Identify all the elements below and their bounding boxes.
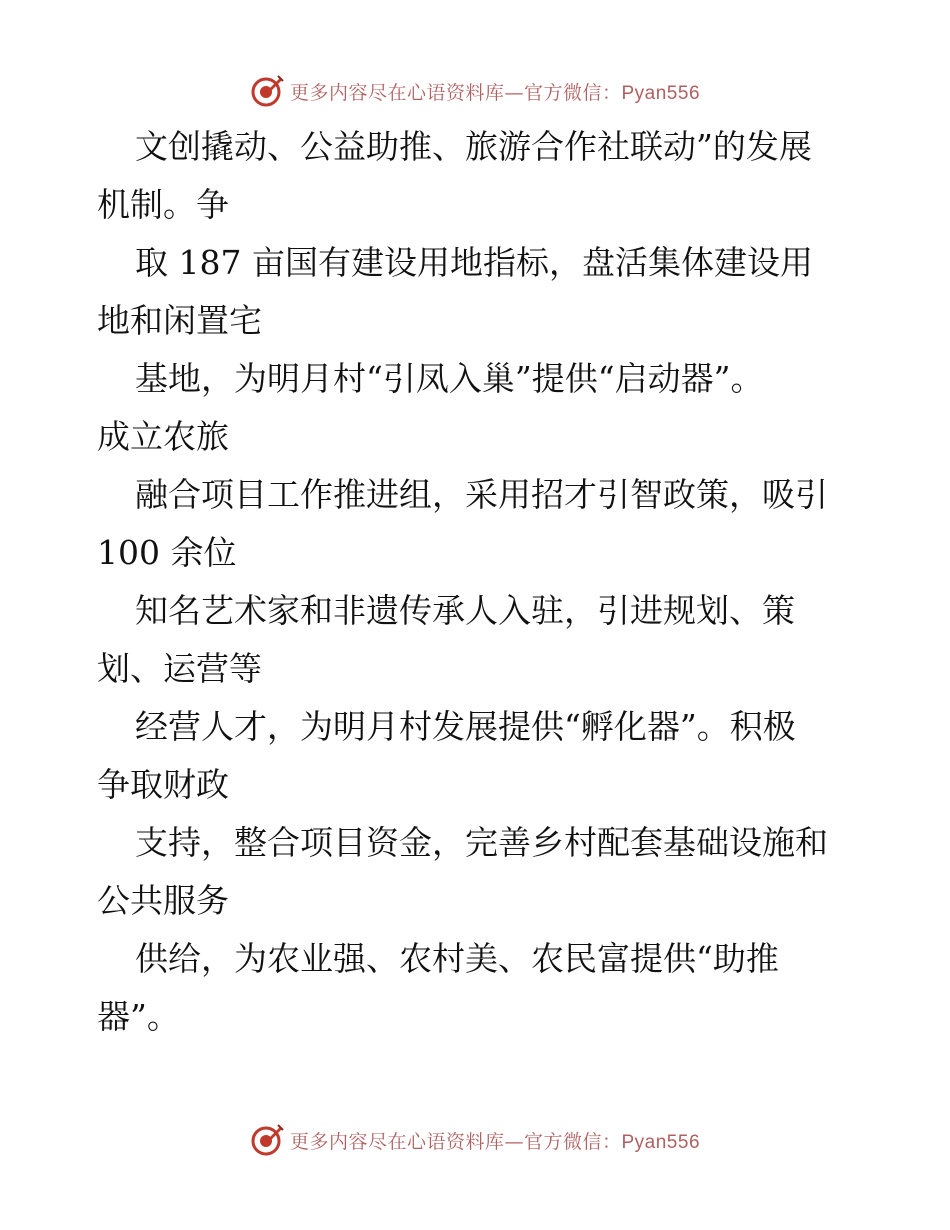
text-line: 公共服务 (97, 881, 229, 920)
body-text (97, 118, 877, 1046)
footer-wechat-id: Pyan556 (621, 1131, 701, 1153)
text-line: 机制。争 (97, 185, 229, 224)
text-line: 100 余位 (97, 533, 237, 572)
text-line: 经营人才，为明月村发展提供“孵化器”。积极 (135, 707, 796, 746)
header-banner (0, 71, 950, 111)
header-wechat-id: Pyan556 (621, 82, 701, 104)
text-line: 供给，为农业强、农村美、农民富提供“助推 (135, 939, 779, 978)
text-line: 地和闲置宅 (97, 301, 262, 340)
text-line: 支持，整合项目资金，完善乡村配套基础设施和 (135, 823, 828, 862)
footer-wechat-label: 官方微信： (523, 1130, 622, 1153)
pen-logo-icon (250, 1123, 284, 1157)
text-line: 器”。 (97, 997, 180, 1036)
footer-banner-text: 更多内容尽在心语资料库— (289, 1130, 524, 1153)
text-line: 基地，为明月村“引凤入巢”提供“启动器”。 (135, 359, 764, 398)
header-wechat-label: 官方微信： (523, 81, 622, 104)
text-line: 取 187 亩国有建设用地指标，盘活集体建设用 (135, 243, 813, 282)
footer-banner (0, 1120, 950, 1160)
text-line: 成立农旅 (97, 417, 229, 456)
header-banner-text: 更多内容尽在心语资料库— (289, 81, 524, 104)
text-line: 融合项目工作推进组，采用招才引智政策，吸引 (135, 475, 828, 514)
pen-logo-icon (250, 74, 284, 108)
text-line: 划、运营等 (97, 649, 262, 688)
text-line: 知名艺术家和非遗传承人入驻，引进规划、策 (135, 591, 795, 630)
text-line: 文创撬动、公益助推、旅游合作社联动”的发展 (135, 127, 812, 166)
text-line: 争取财政 (97, 765, 229, 804)
